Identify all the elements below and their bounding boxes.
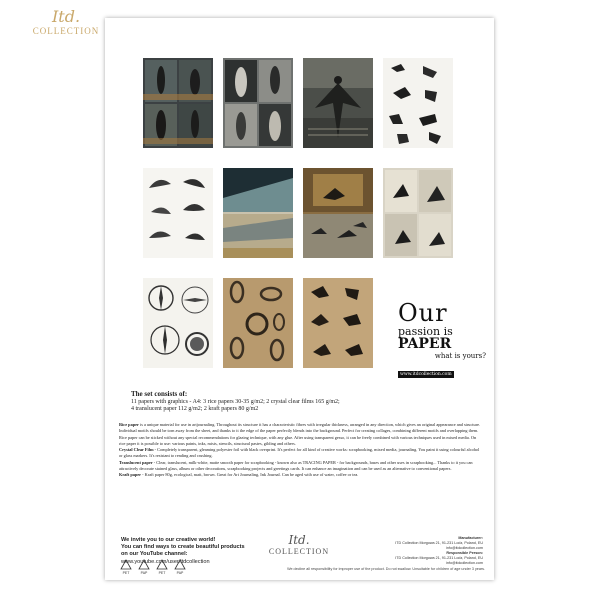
recycle-mark [119, 559, 133, 575]
recycle-icon [156, 559, 168, 571]
brand-logo-word: COLLECTION [32, 26, 100, 36]
slogan-question: what is yours? [434, 352, 486, 360]
translucent-text: - Clear, translucent, milk-white, matte smooth paper for scrapbooking - known also as TRACING PAPER - for backgrounds, bases and other uses in scrapbooking... Thanks to it you can attractively decorate stained glass, album or other decorations, scrapbooking projects and greetings cards. It can enhance an imagination and can be used as an alternative to conventional papers. [119, 459, 473, 472]
recycle-mark [137, 559, 151, 575]
responsible-email[interactable]: info@itdcollection.com [446, 561, 483, 565]
thumb-compass-sketch[interactable] [143, 278, 213, 368]
recycle-icon [174, 559, 186, 571]
crystal-text: - Completely transparent, gleaming polyester foil with black overprint. It's perfect for all kind of creative works: scrapbooking, mixed media, journaling. You paint it using colourful alcohol or glass markers. It's resistant to rending and crushing. [119, 447, 480, 459]
set-line-2: 4 translucent paper 112 g/m2; 2 kraft papers 80 g/m2 [131, 406, 259, 412]
slogan-paper: PAPER [398, 336, 452, 352]
thumb-ravens-vintage-text[interactable] [383, 168, 453, 258]
manufacturer-address: ITD Collection Morgowa 21, 91-231 Lodz, Poland, EU [395, 541, 483, 545]
recycle-marks [119, 559, 187, 575]
kraft-label: Kraft paper [119, 472, 142, 478]
recycle-icon [138, 559, 150, 571]
manufacturer-label: Manufacturer: [458, 536, 483, 540]
recycle-mark [155, 559, 169, 575]
thumb-statues-collage[interactable] [223, 58, 293, 148]
slogan-passion: passion [398, 325, 441, 338]
brand-logo-footer-word: COLLECTION [268, 547, 330, 556]
slogan-block [398, 301, 486, 379]
slogan-url[interactable]: www.itdcollection.com [400, 372, 452, 377]
brand-logo-script: Itd. [51, 7, 81, 26]
recycle-code: PET [158, 571, 166, 575]
desc-rice [119, 422, 481, 447]
invite-line-3: on our YouTube channel: [121, 551, 188, 558]
youtube-link[interactable]: www.youtube.com/user/itdcollection [121, 558, 210, 565]
desc-crystal [119, 447, 481, 460]
invite-line-1: We invite you to our creative world! [121, 537, 216, 543]
thumb-ravens-kraft[interactable] [303, 278, 373, 368]
recycle-code: PAP [140, 571, 148, 575]
crystal-label: Crystal Clear Film [119, 447, 154, 453]
recycle-code: PAP [176, 571, 184, 575]
responsible-address: ITD Collection Morgowa 21, 91-231 Lodz, Poland, EU [395, 556, 483, 560]
thumb-ravens-white[interactable] [383, 58, 453, 148]
slogan-is: is [443, 325, 453, 338]
translucent-label: Translucent paper [119, 459, 153, 465]
manufacturer-info [361, 536, 483, 566]
recycle-code: PET [122, 571, 130, 575]
invite-line-2: You can find ways to create beautiful products [121, 544, 245, 551]
thumb-dancers-dark[interactable] [143, 58, 213, 148]
rice-label: Rice paper [119, 422, 139, 427]
desc-kraft [119, 472, 481, 478]
thumb-wings-sketch[interactable] [143, 168, 213, 258]
brand-logo-footer-script: Itd. [288, 533, 310, 547]
thumb-crow-rice-collage[interactable] [303, 168, 373, 258]
kraft-text: - Kraft paper 80g, ecological, matt, brown. Great for Art Journaling, Ink Journal. Can be aged with use of water, coffee or tea. [141, 472, 359, 478]
brand-logo-footer [259, 534, 339, 556]
rice-text: is a unique material for use in artjournaling. Throughout its structure it has a characteristic fibres with irregular thickness, arranged in any direction, which gives an original appearance and structure. Individual motifs should be torn away from the sheet, and thanks to it the edge of the paper perfectly blends into the background. Perfect for creating collages, combining different motifs and overlapping them. Rice paper can be sticked without any special recommendations for glazing technique, with any glue. After using transparent gesso, it can be freely combined with various techniques used in mixed media. On rice paper it is possible to use: various paints, inks, mists, stencils, structural pastes, gilding and others. [119, 422, 481, 446]
thumb-abstract-landscape[interactable] [223, 168, 293, 258]
brand-logo[interactable] [20, 8, 112, 48]
disclaimer: We decline all responsibility for improper use of the product. Do not swallow. Unsuitable for children of age under 3 years. [287, 567, 485, 571]
desc-translucent [119, 460, 481, 473]
set-contents [131, 390, 471, 413]
recycle-icon [120, 559, 132, 571]
product-sheet [105, 18, 494, 580]
thumb-angel-dark[interactable] [303, 58, 373, 148]
set-line-1: 11 papers with graphics - A4: 3 rice papers 30-35 g/m2; 2 crystal clear films 165 g/m2; [131, 399, 340, 405]
manufacturer-email[interactable]: info@itdcollection.com [446, 546, 483, 550]
thumb-chains-kraft[interactable] [223, 278, 293, 368]
description [119, 422, 481, 479]
set-title: The set consists of: [131, 390, 188, 398]
slogan-our: Our [398, 299, 448, 327]
recycle-mark [173, 559, 187, 575]
responsible-label: Responsible Person: [446, 551, 483, 555]
